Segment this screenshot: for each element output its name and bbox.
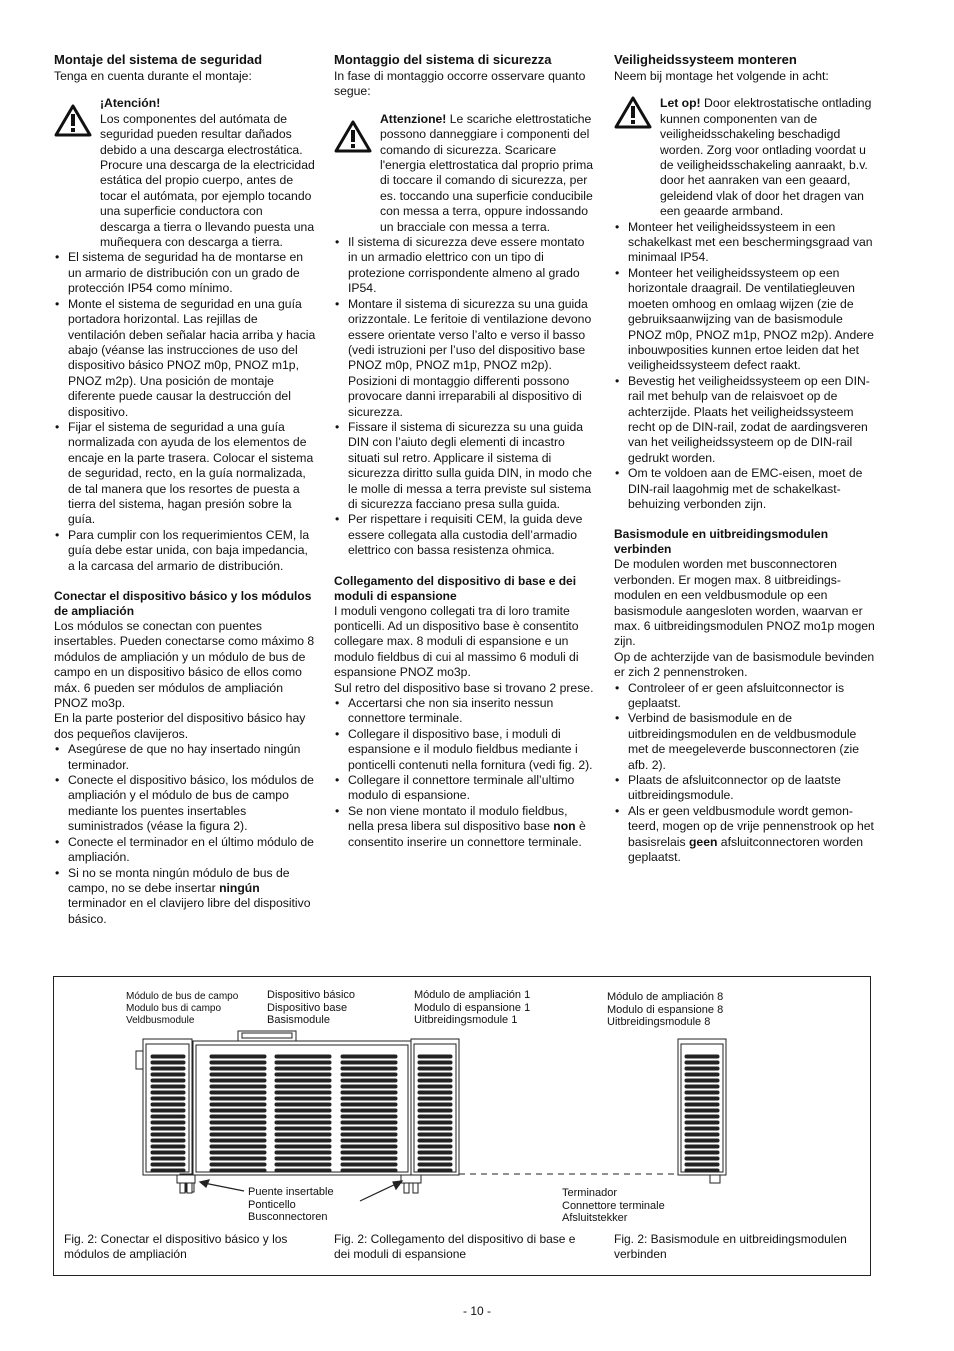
warning-label: ¡Atención! bbox=[100, 96, 161, 111]
intro-text: Neem bij montage het volgende in acht: bbox=[614, 69, 829, 83]
list-item bbox=[334, 804, 596, 850]
list-item: • El sistema de seguridad ha de montarse en un armario de distribución con un grado de protección IP54 como mínimo. bbox=[54, 250, 316, 296]
label-terminator: Terminador Connettore terminale Afsluitstekker bbox=[562, 1187, 665, 1224]
section-title: Montaje del sistema de seguridad bbox=[54, 52, 263, 67]
label-base-device: Dispositivo básico Dispositivo base Basismodule bbox=[267, 989, 356, 1026]
warning-text: Le scariche elettrostatiche possono danneggiare i componenti del comando di sicurezza. Scaricare l'energia elettrostatica dal proprio prima di toccare il comando di sicurezza, per es. toccando una superficie conducibile con messa a terra, oppure indossando un bracciale con messa a terra. bbox=[380, 111, 594, 234]
warning-block bbox=[54, 96, 316, 250]
text: terminador en el clavijero libre del dispositivo básico. bbox=[68, 896, 311, 926]
column-dutch bbox=[614, 52, 876, 866]
subsection-title: Collegamento del dispositivo di base e dei moduli di espansione bbox=[334, 573, 577, 603]
column-italian bbox=[334, 52, 596, 850]
warning-label: Let op! bbox=[660, 96, 701, 111]
list-item: • Collegare il dispositivo base, i moduli di espansione e il modulo fieldbus mediante i ponticelli contenuti nella fornitura (vedi fig. 2). bbox=[334, 727, 596, 773]
warning-text: Door elektrostatische ontlading kunnen componenten van de veiligheidsschakeling beschadigd worden. Zorg voor ontlading voordat u de veiligheidsschakeling aanraakt, b.v. door het aanraken van een geaard, geleidend vlak of door het dragen van een geaarde armband. bbox=[660, 96, 872, 219]
caption-dutch: Fig. 2: Basismodule en uitbreidingsmodulen verbinden bbox=[614, 1232, 847, 1262]
list-item: • Per rispettare i requisiti CEM, la guida deve essere collegata alla custodia dell’armadio elettrico con bassa resistenza ohmica. bbox=[334, 512, 596, 558]
list-item: • Monteer het veiligheidssysteem op een horizontale draagrail. De ventilatiegleuven moeten omhoog en omlaag wijzen (zie de gebruiksaanwijzing van de basismodule PNOZ m0p, PNOZ m1p, PNOZ m2p). Andere inbouwposities kunnen ertoe leiden dat het veiligheidssysteem defect raakt. bbox=[614, 266, 876, 374]
figure-2 bbox=[53, 976, 871, 1276]
list-item: • Il sistema di sicurezza deve essere montato in un armadio elettrico con un tipo di protezione corrispondente almeno al grado IP54. bbox=[334, 235, 596, 297]
subsection-title: Basismodule en uitbreidingsmodulen verbinden bbox=[614, 527, 829, 557]
list-item: • Collegare il connettore terminale all’ultimo modulo di espansione. bbox=[334, 773, 596, 804]
list-item: • Om te voldoen aan de EMC-eisen, moet de DIN-rail laagohmig met de schakelkastbehuizing verbonden zijn. bbox=[614, 466, 876, 512]
paragraph: Los módulos se conectan con puentes insertables. Pueden conectarse como máximo 8 módulos de ampliación y un módulo de bus de campo en un dispositivo básico de ellos como máx. 6 pueden ser módulos de ampliación PNOZ mo3p. bbox=[54, 619, 315, 711]
label-expansion-8: Módulo de ampliación 8 Modulo di espansione 8 Uitbreidingsmodule 8 bbox=[607, 991, 724, 1028]
list-item bbox=[614, 804, 876, 866]
list-item: • Monteer het veiligheidssysteem in een schakelkast met een beschermingsgraad van minimaal IP54. bbox=[614, 220, 876, 266]
label-fieldbus-module: Módulo de bus de campo Modulo bus di campo Veldbusmodule bbox=[126, 991, 239, 1026]
caption-italian: Fig. 2: Collegamento del dispositivo di base e dei moduli di espansione bbox=[334, 1232, 576, 1262]
subsection-title: Conectar el dispositivo básico y los módulos de ampliación bbox=[54, 589, 312, 618]
column-spanish bbox=[54, 52, 316, 927]
list-item: • Fijar el sistema de seguridad a una guía normalizada con ayuda de los elementos de encaje en la parte trasera. Colocar el sistema de seguridad, recto, en la guía normalizada, de tal manera que los resortes de puesta a tierra del sistema, hagan presión sobre la guía. bbox=[54, 420, 316, 528]
caption-spanish: Fig. 2: Conectar el dispositivo básico y los módulos de ampliación bbox=[64, 1232, 288, 1262]
text: Als er geen veldbusmodule wordt gemonteerd, mogen op de vrije pennenstrook op het basisrelais bbox=[628, 803, 874, 849]
warning-block bbox=[334, 112, 596, 235]
warning-text: Los componentes del autómata de seguridad pueden resultar dañados debido a una descarga electrostática. Procure una descarga de la electricidad estática del propio cuerpo, antes de tocar el autómata, por ejemplo tocando una superficie conductora con descarga a tierra o llevando puesta una muñequera con descarga a tierra. bbox=[100, 111, 315, 250]
warning-icon bbox=[614, 96, 652, 129]
connection-list bbox=[54, 742, 316, 927]
text: afsluitconnectoren worden geplaatst. bbox=[628, 834, 864, 865]
text: è consentito inserire un connettore terminale. bbox=[348, 819, 586, 849]
section-title: Veiligheidssysteem monteren bbox=[614, 52, 797, 67]
connection-list bbox=[334, 696, 596, 850]
paragraph: Op de achterzijde van de basismodule bevinden er zich 2 pennenstroken. bbox=[614, 649, 875, 680]
bold-text: ningún bbox=[219, 880, 260, 895]
list-item: • Verbind de basismodule en de uitbreidingsmodulen en de veldbusmodule met de meegeleverde busconnectoren (zie afb. 2). bbox=[614, 711, 876, 773]
list-item: • Bevestig het veiligheidssysteem op een DIN-rail met behulp van de relaisvoet op de achterzijde. Plaats het veiligheidssysteem recht op de DIN-rail, zodat de aardingsveren van het veiligheidssysteem op de DIN-rail gedrukt worden. bbox=[614, 374, 876, 466]
page-number: - 10 - bbox=[462, 1304, 491, 1318]
list-item: • Para cumplir con los requerimientos CEM, la guía debe estar unida, con baja impedancia, a la carcasa del armario de distribución. bbox=[54, 528, 316, 574]
list-item: • Conecte el dispositivo básico, los módulos de ampliación y el módulo de bus de campo mediante los puentes insertables suministrados (véase la figura 2). bbox=[54, 773, 316, 835]
label-expansion-1: Módulo de ampliación 1 Modulo di espansione 1 Uitbreidingsmodule 1 bbox=[414, 989, 531, 1026]
list-item: • Asegúrese de que no hay insertado ningún terminador. bbox=[54, 742, 316, 773]
connection-list bbox=[614, 681, 876, 866]
bold-text: geen bbox=[688, 834, 718, 849]
list-item: • Montare il sistema di sicurezza su una guida orizzontale. Le feritoie di ventilazione devono essere orientate verso l’alto e verso il basso (vedi istruzioni per l’uso del dispositivo base PNOZ m0p, PNOZ m1p, PNOZ m2p). Posizioni di montaggio differenti possono provocare danni irreparabili al dispositivo di sicurezza. bbox=[334, 297, 596, 420]
section-title: Montaggio del sistema di sicurezza bbox=[334, 52, 552, 67]
text: Si no se monta ningún módulo de bus de campo, no se debe insertar bbox=[68, 865, 290, 895]
warning-icon bbox=[54, 104, 92, 137]
list-item: • Monte el sistema de seguridad en una guía portadora horizontal. Las rejillas de ventilación deben señalar hacia arriba y hacia abajo (véanse las instrucciones de uso del dispositivo básico PNOZ m0p, PNOZ m1p, PNOZ m2p). Una posición de montaje diferente puede causar la destrucción del dispositivo. bbox=[54, 297, 316, 420]
warning-icon bbox=[334, 120, 372, 153]
bold-text: non bbox=[553, 819, 576, 834]
list-item bbox=[54, 866, 316, 928]
label-jumper: Puente insertable Ponticello Busconnectoren bbox=[248, 1186, 334, 1223]
list-item: • Accertarsi che non sia inserito nessun connettore terminale. bbox=[334, 696, 596, 727]
warning-label: Attenzione! bbox=[380, 111, 447, 126]
warning-block bbox=[614, 96, 876, 219]
mounting-list bbox=[54, 250, 316, 574]
text: Se non viene montato il modulo fieldbus, nella presa libera sul dispositivo base bbox=[348, 803, 568, 834]
list-item: • Fissare il sistema di sicurezza su una guida DIN con l’aiuto degli elementi di incastro situati sul retro. Applicare il sistema di sicurezza diritto sulla guida DIN, in modo che le molle di messa a terra previste sul sistema di sicurezza facciano presa sulla guida. bbox=[334, 420, 596, 512]
mounting-list bbox=[614, 220, 876, 513]
paragraph: I moduli vengono collegati tra di loro tramite ponticelli. Ad un dispositivo base è consentito collegare max. 8 moduli di espansione e un modulo fieldbus di cui al massimo 6 moduli di espansione PNOZ mo3p. bbox=[334, 603, 579, 680]
paragraph: Sul retro del dispositivo base si trovano 2 prese. bbox=[334, 680, 594, 695]
paragraph: De modulen worden met busconnectoren verbonden. Er mogen max. 8 uitbreidingsmodulen en een veldbusmodule op een basismodule aangesloten worden, waarvan er max. 6 uitbreidingsmodulen PNOZ mo1p mogen zijn. bbox=[614, 557, 875, 649]
mounting-list bbox=[334, 235, 596, 559]
list-item: • Controleer of er geen afsluitconnector is geplaatst. bbox=[614, 681, 876, 712]
paragraph: En la parte posterior del dispositivo básico hay dos pequeños clavijeros. bbox=[54, 711, 306, 741]
list-item: • Conecte el terminador en el último módulo de ampliación. bbox=[54, 835, 316, 866]
list-item: • Plaats de afsluitconnector op de laatste uitbreidingsmodule. bbox=[614, 773, 876, 804]
intro-text: In fase di montaggio occorre osservare quanto segue: bbox=[334, 69, 586, 99]
intro-text: Tenga en cuenta durante el montaje: bbox=[54, 69, 252, 83]
